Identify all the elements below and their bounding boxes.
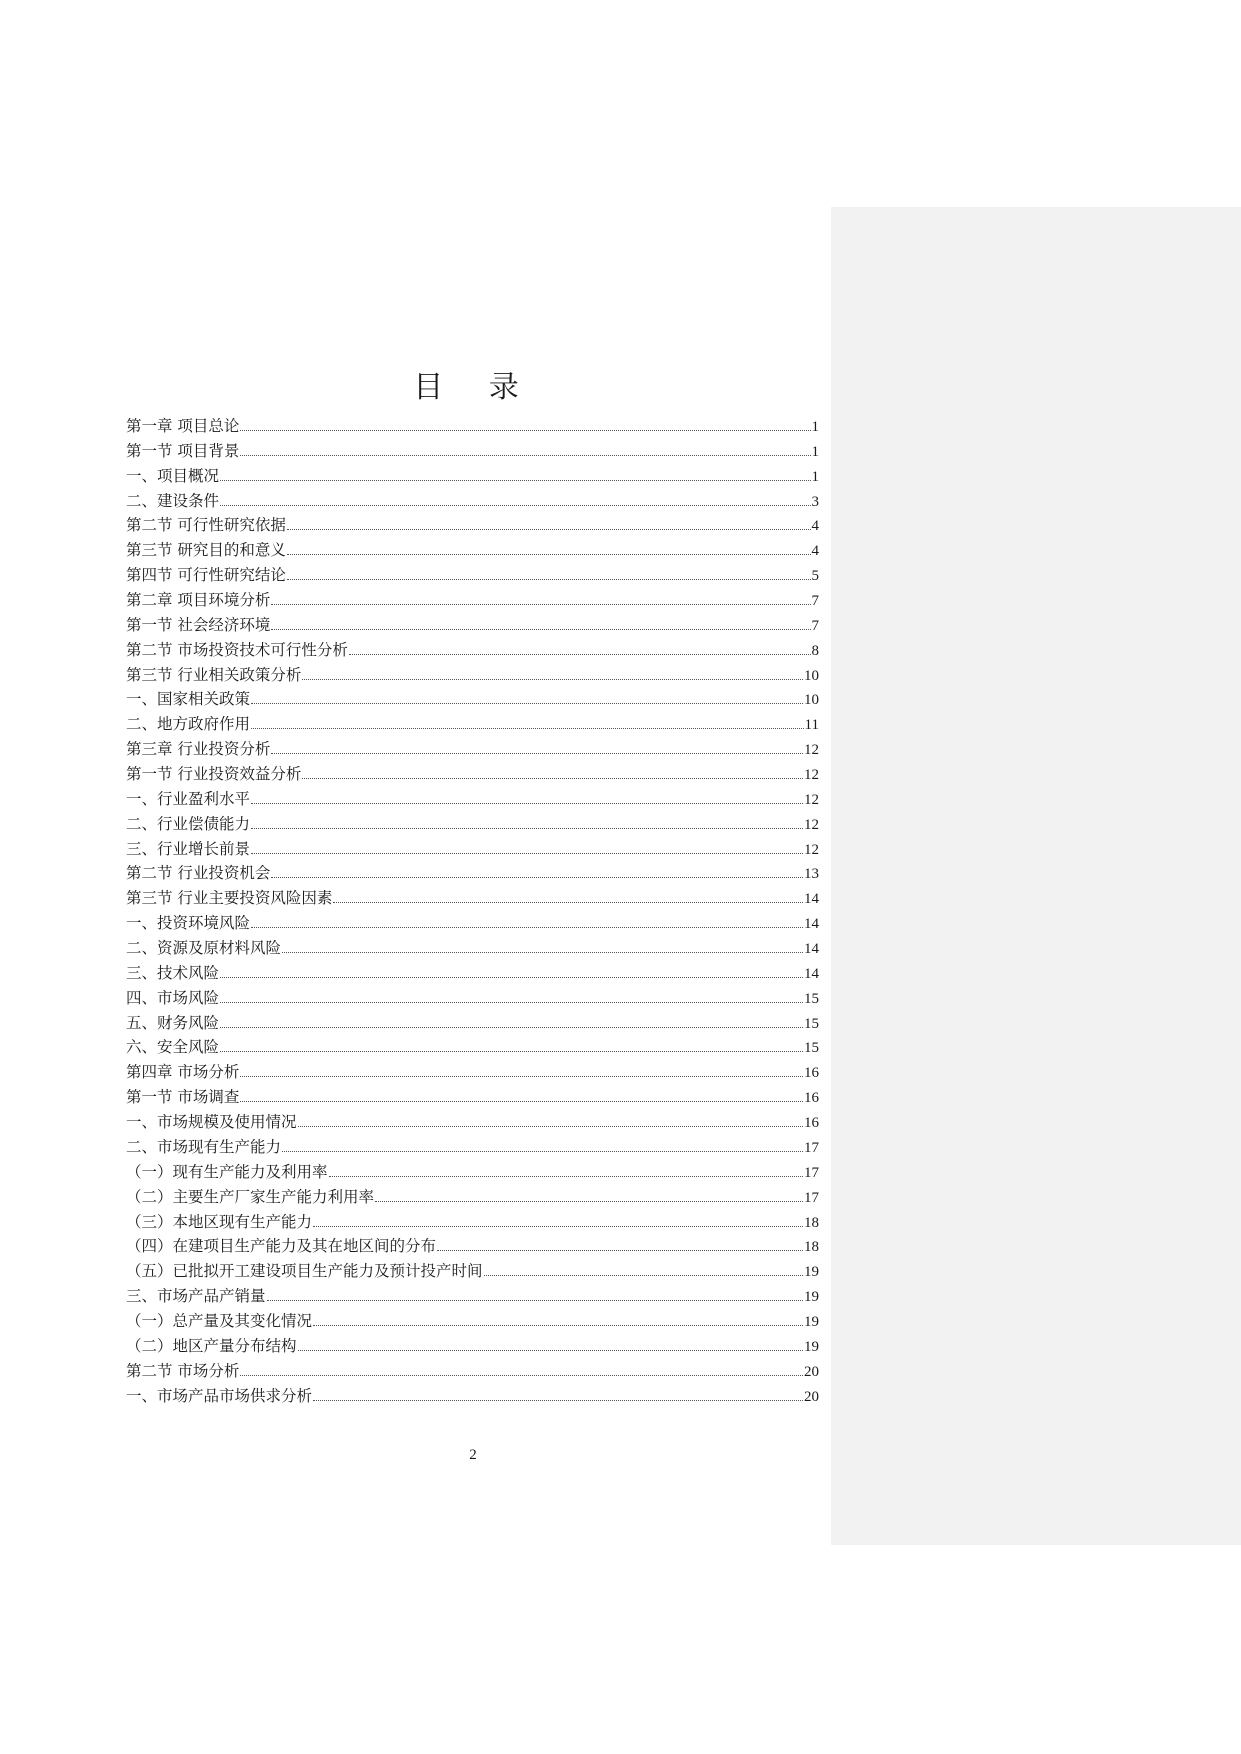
toc-entry-label: 四、市场风险 <box>126 988 220 1007</box>
toc-entry-page: 1 <box>811 468 819 485</box>
toc-entry-page: 1 <box>811 419 819 435</box>
toc-dot-leader <box>251 828 803 829</box>
toc-entry-page: 18 <box>804 1214 819 1231</box>
toc-entry[interactable] <box>126 1085 819 1110</box>
toc-entry-label: 第二节 可行性研究依据 <box>126 516 286 535</box>
toc-entry-label: 第三节 行业主要投资风险因素 <box>126 889 333 908</box>
toc-entry-page: 8 <box>811 642 819 659</box>
toc-entry[interactable] <box>126 812 819 837</box>
toc-entry-page: 17 <box>804 1189 819 1206</box>
toc-entry[interactable] <box>126 414 819 439</box>
toc-entry[interactable] <box>126 1135 819 1160</box>
toc-entry-page: 15 <box>804 1040 819 1057</box>
toc-entry-label: 二、资源及原材料风险 <box>126 939 282 958</box>
toc-entry-label: 第一章 项目总论 <box>126 417 240 435</box>
toc-entry-label: 二、市场现有生产能力 <box>126 1137 282 1156</box>
toc-entry[interactable] <box>126 1035 819 1060</box>
toc-entry-page: 15 <box>804 1015 819 1032</box>
toc-entry-label: 三、行业增长前景 <box>126 839 251 858</box>
toc-entry-label: （一）总产量及其变化情况 <box>126 1311 313 1330</box>
toc-entry[interactable] <box>126 961 819 986</box>
toc-dot-leader <box>240 1101 803 1102</box>
toc-entry-label: 三、技术风险 <box>126 963 220 982</box>
toc-entry-page: 12 <box>804 791 819 808</box>
toc-entry-page: 10 <box>804 692 819 709</box>
toc-entry-label: 第一节 社会经济环境 <box>126 615 271 634</box>
toc-entry[interactable] <box>126 1110 819 1135</box>
toc-entry[interactable] <box>126 1060 819 1085</box>
toc-entry-label: 一、国家相关政策 <box>126 690 251 709</box>
toc-dot-leader <box>220 480 810 481</box>
toc-entry-label: 第三章 行业投资分析 <box>126 740 271 759</box>
toc-entry[interactable] <box>126 1309 819 1334</box>
toc-dot-leader <box>251 728 804 729</box>
toc-dot-leader <box>437 1250 803 1251</box>
toc-entry-label: 一、市场产品市场供求分析 <box>126 1386 313 1405</box>
toc-entry[interactable] <box>126 489 819 514</box>
toc-entry[interactable] <box>126 687 819 712</box>
toc-dot-leader <box>313 1400 803 1401</box>
toc-dot-leader <box>251 703 803 704</box>
toc-entry-page: 1 <box>811 443 819 460</box>
toc-entry-page: 4 <box>811 518 819 535</box>
toc-entry[interactable] <box>126 737 819 762</box>
toc-dot-leader <box>302 778 803 779</box>
toc-entry-page: 14 <box>804 941 819 958</box>
toc-entry-label: 一、市场规模及使用情况 <box>126 1113 297 1132</box>
toc-dot-leader <box>287 579 811 580</box>
toc-entry-page: 17 <box>804 1164 819 1181</box>
toc-entry[interactable] <box>126 1334 819 1359</box>
toc-entry[interactable] <box>126 936 819 961</box>
toc-dot-leader <box>240 455 810 456</box>
toc-dot-leader <box>251 853 803 854</box>
toc-entry-label: 第三节 行业相关政策分析 <box>126 665 302 684</box>
toc-dot-leader <box>220 1051 803 1052</box>
toc-title: 目 录 <box>413 370 537 405</box>
toc-dot-leader <box>287 529 811 530</box>
toc-entry-page: 17 <box>804 1139 819 1156</box>
toc-entry[interactable] <box>126 886 819 911</box>
toc-dot-leader <box>484 1275 803 1276</box>
toc-entry-page: 5 <box>811 568 819 585</box>
toc-dot-leader <box>251 927 803 928</box>
toc-entry[interactable] <box>126 538 819 563</box>
toc-entry[interactable] <box>126 638 819 663</box>
toc-dot-leader <box>313 1226 803 1227</box>
toc-dot-leader <box>220 1027 803 1028</box>
toc-entry-label: （二）主要生产厂家生产能力利用率 <box>126 1187 375 1206</box>
toc-entry-label: 第一节 项目背景 <box>126 441 240 460</box>
toc-entry-label: 第四节 可行性研究结论 <box>126 566 286 585</box>
toc-entry[interactable] <box>126 712 819 737</box>
toc-entry-label: （一）现有生产能力及利用率 <box>126 1162 328 1181</box>
toc-entry-page: 11 <box>804 717 819 734</box>
toc-dot-leader <box>240 1375 803 1376</box>
toc-entry[interactable] <box>126 762 819 787</box>
toc-dot-leader <box>271 877 803 878</box>
toc-dot-leader <box>298 1126 803 1127</box>
toc-entry-page: 12 <box>804 816 819 833</box>
toc-entry[interactable] <box>126 663 819 688</box>
toc-entry-page: 10 <box>804 667 819 684</box>
toc-entry-label: 第二节 市场投资技术可行性分析 <box>126 640 348 659</box>
toc-entry-page: 14 <box>804 965 819 982</box>
table-of-contents <box>126 414 819 1408</box>
toc-entry-page: 19 <box>804 1289 819 1306</box>
toc-entry[interactable] <box>126 513 819 538</box>
toc-entry[interactable] <box>126 1185 819 1210</box>
toc-dot-leader <box>271 629 810 630</box>
comment-margin-panel <box>831 207 1241 1545</box>
toc-dot-leader <box>220 977 803 978</box>
toc-dot-leader <box>251 803 803 804</box>
toc-dot-leader <box>240 1076 803 1077</box>
toc-entry-label: 第二章 项目环境分析 <box>126 591 271 610</box>
toc-entry-page: 14 <box>804 891 819 908</box>
toc-entry-page: 16 <box>804 1090 819 1107</box>
toc-entry[interactable] <box>126 613 819 638</box>
toc-entry[interactable] <box>126 439 819 464</box>
toc-entry-page: 14 <box>804 916 819 933</box>
toc-entry-label: 第一节 市场调查 <box>126 1088 240 1107</box>
toc-dot-leader <box>282 1151 803 1152</box>
toc-entry-page: 13 <box>804 866 819 883</box>
toc-entry-page: 4 <box>811 543 819 560</box>
toc-entry[interactable] <box>126 464 819 489</box>
toc-entry-page: 12 <box>804 742 819 759</box>
toc-entry[interactable] <box>126 787 819 812</box>
toc-entry-label: 二、行业偿债能力 <box>126 814 251 833</box>
toc-entry[interactable] <box>126 1011 819 1036</box>
page-number: 2 <box>469 1447 477 1463</box>
toc-entry-page: 12 <box>804 767 819 784</box>
toc-dot-leader <box>267 1300 803 1301</box>
toc-entry-page: 3 <box>811 493 819 510</box>
toc-entry[interactable] <box>126 1234 819 1259</box>
toc-entry-label: 二、建设条件 <box>126 491 220 510</box>
toc-entry-label: （五）已批拟开工建设项目生产能力及预计投产时间 <box>126 1262 483 1281</box>
toc-dot-leader <box>282 952 803 953</box>
toc-entry[interactable] <box>126 837 819 862</box>
toc-entry-label: 第二节 行业投资机会 <box>126 864 271 883</box>
toc-dot-leader <box>333 902 803 903</box>
toc-entry-page: 16 <box>804 1065 819 1082</box>
toc-dot-leader <box>240 430 810 431</box>
toc-entry[interactable] <box>126 563 819 588</box>
toc-entry-label: 第三节 研究目的和意义 <box>126 541 286 560</box>
toc-entry[interactable] <box>126 1359 819 1384</box>
toc-entry-page: 12 <box>804 841 819 858</box>
toc-dot-leader <box>349 654 811 655</box>
toc-entry[interactable] <box>126 1160 819 1185</box>
toc-dot-leader <box>302 679 803 680</box>
toc-entry-page: 7 <box>811 617 819 634</box>
toc-entry[interactable] <box>126 1284 819 1309</box>
toc-entry[interactable] <box>126 861 819 886</box>
toc-entry[interactable] <box>126 1210 819 1235</box>
toc-entry-label: 六、安全风险 <box>126 1038 220 1057</box>
toc-entry[interactable] <box>126 1259 819 1284</box>
toc-entry-label: 一、投资环境风险 <box>126 914 251 933</box>
toc-dot-leader <box>298 1350 803 1351</box>
toc-entry-label: 第二节 市场分析 <box>126 1361 240 1380</box>
toc-dot-leader <box>375 1201 803 1202</box>
toc-entry-label: 一、行业盈利水平 <box>126 789 251 808</box>
toc-entry-page: 18 <box>804 1239 819 1256</box>
toc-entry-label: 五、财务风险 <box>126 1013 220 1032</box>
toc-dot-leader <box>220 1002 803 1003</box>
toc-entry-label: （四）在建项目生产能力及其在地区间的分布 <box>126 1237 437 1256</box>
toc-entry-page: 20 <box>804 1388 819 1405</box>
toc-entry-label: 三、市场产品产销量 <box>126 1287 266 1306</box>
toc-dot-leader <box>287 554 811 555</box>
toc-entry-label: （二）地区产量分布结构 <box>126 1336 297 1355</box>
toc-entry-page: 19 <box>804 1264 819 1281</box>
toc-entry-page: 7 <box>811 593 819 610</box>
toc-entry-page: 19 <box>804 1338 819 1355</box>
toc-entry-page: 19 <box>804 1313 819 1330</box>
toc-entry-label: 第一节 行业投资效益分析 <box>126 765 302 784</box>
toc-dot-leader <box>329 1176 803 1177</box>
toc-entry-page: 16 <box>804 1115 819 1132</box>
toc-entry-page: 15 <box>804 990 819 1007</box>
toc-dot-leader <box>271 753 803 754</box>
toc-entry[interactable] <box>126 1384 819 1409</box>
toc-entry-page: 20 <box>804 1363 819 1380</box>
toc-dot-leader <box>220 505 810 506</box>
toc-entry[interactable] <box>126 986 819 1011</box>
toc-entry[interactable] <box>126 588 819 613</box>
toc-entry-label: 第四章 市场分析 <box>126 1063 240 1082</box>
toc-dot-leader <box>271 604 810 605</box>
toc-dot-leader <box>313 1325 803 1326</box>
toc-entry[interactable] <box>126 911 819 936</box>
toc-entry-label: 二、地方政府作用 <box>126 715 251 734</box>
toc-entry-label: （三）本地区现有生产能力 <box>126 1212 313 1231</box>
toc-entry-label: 一、项目概况 <box>126 466 220 485</box>
